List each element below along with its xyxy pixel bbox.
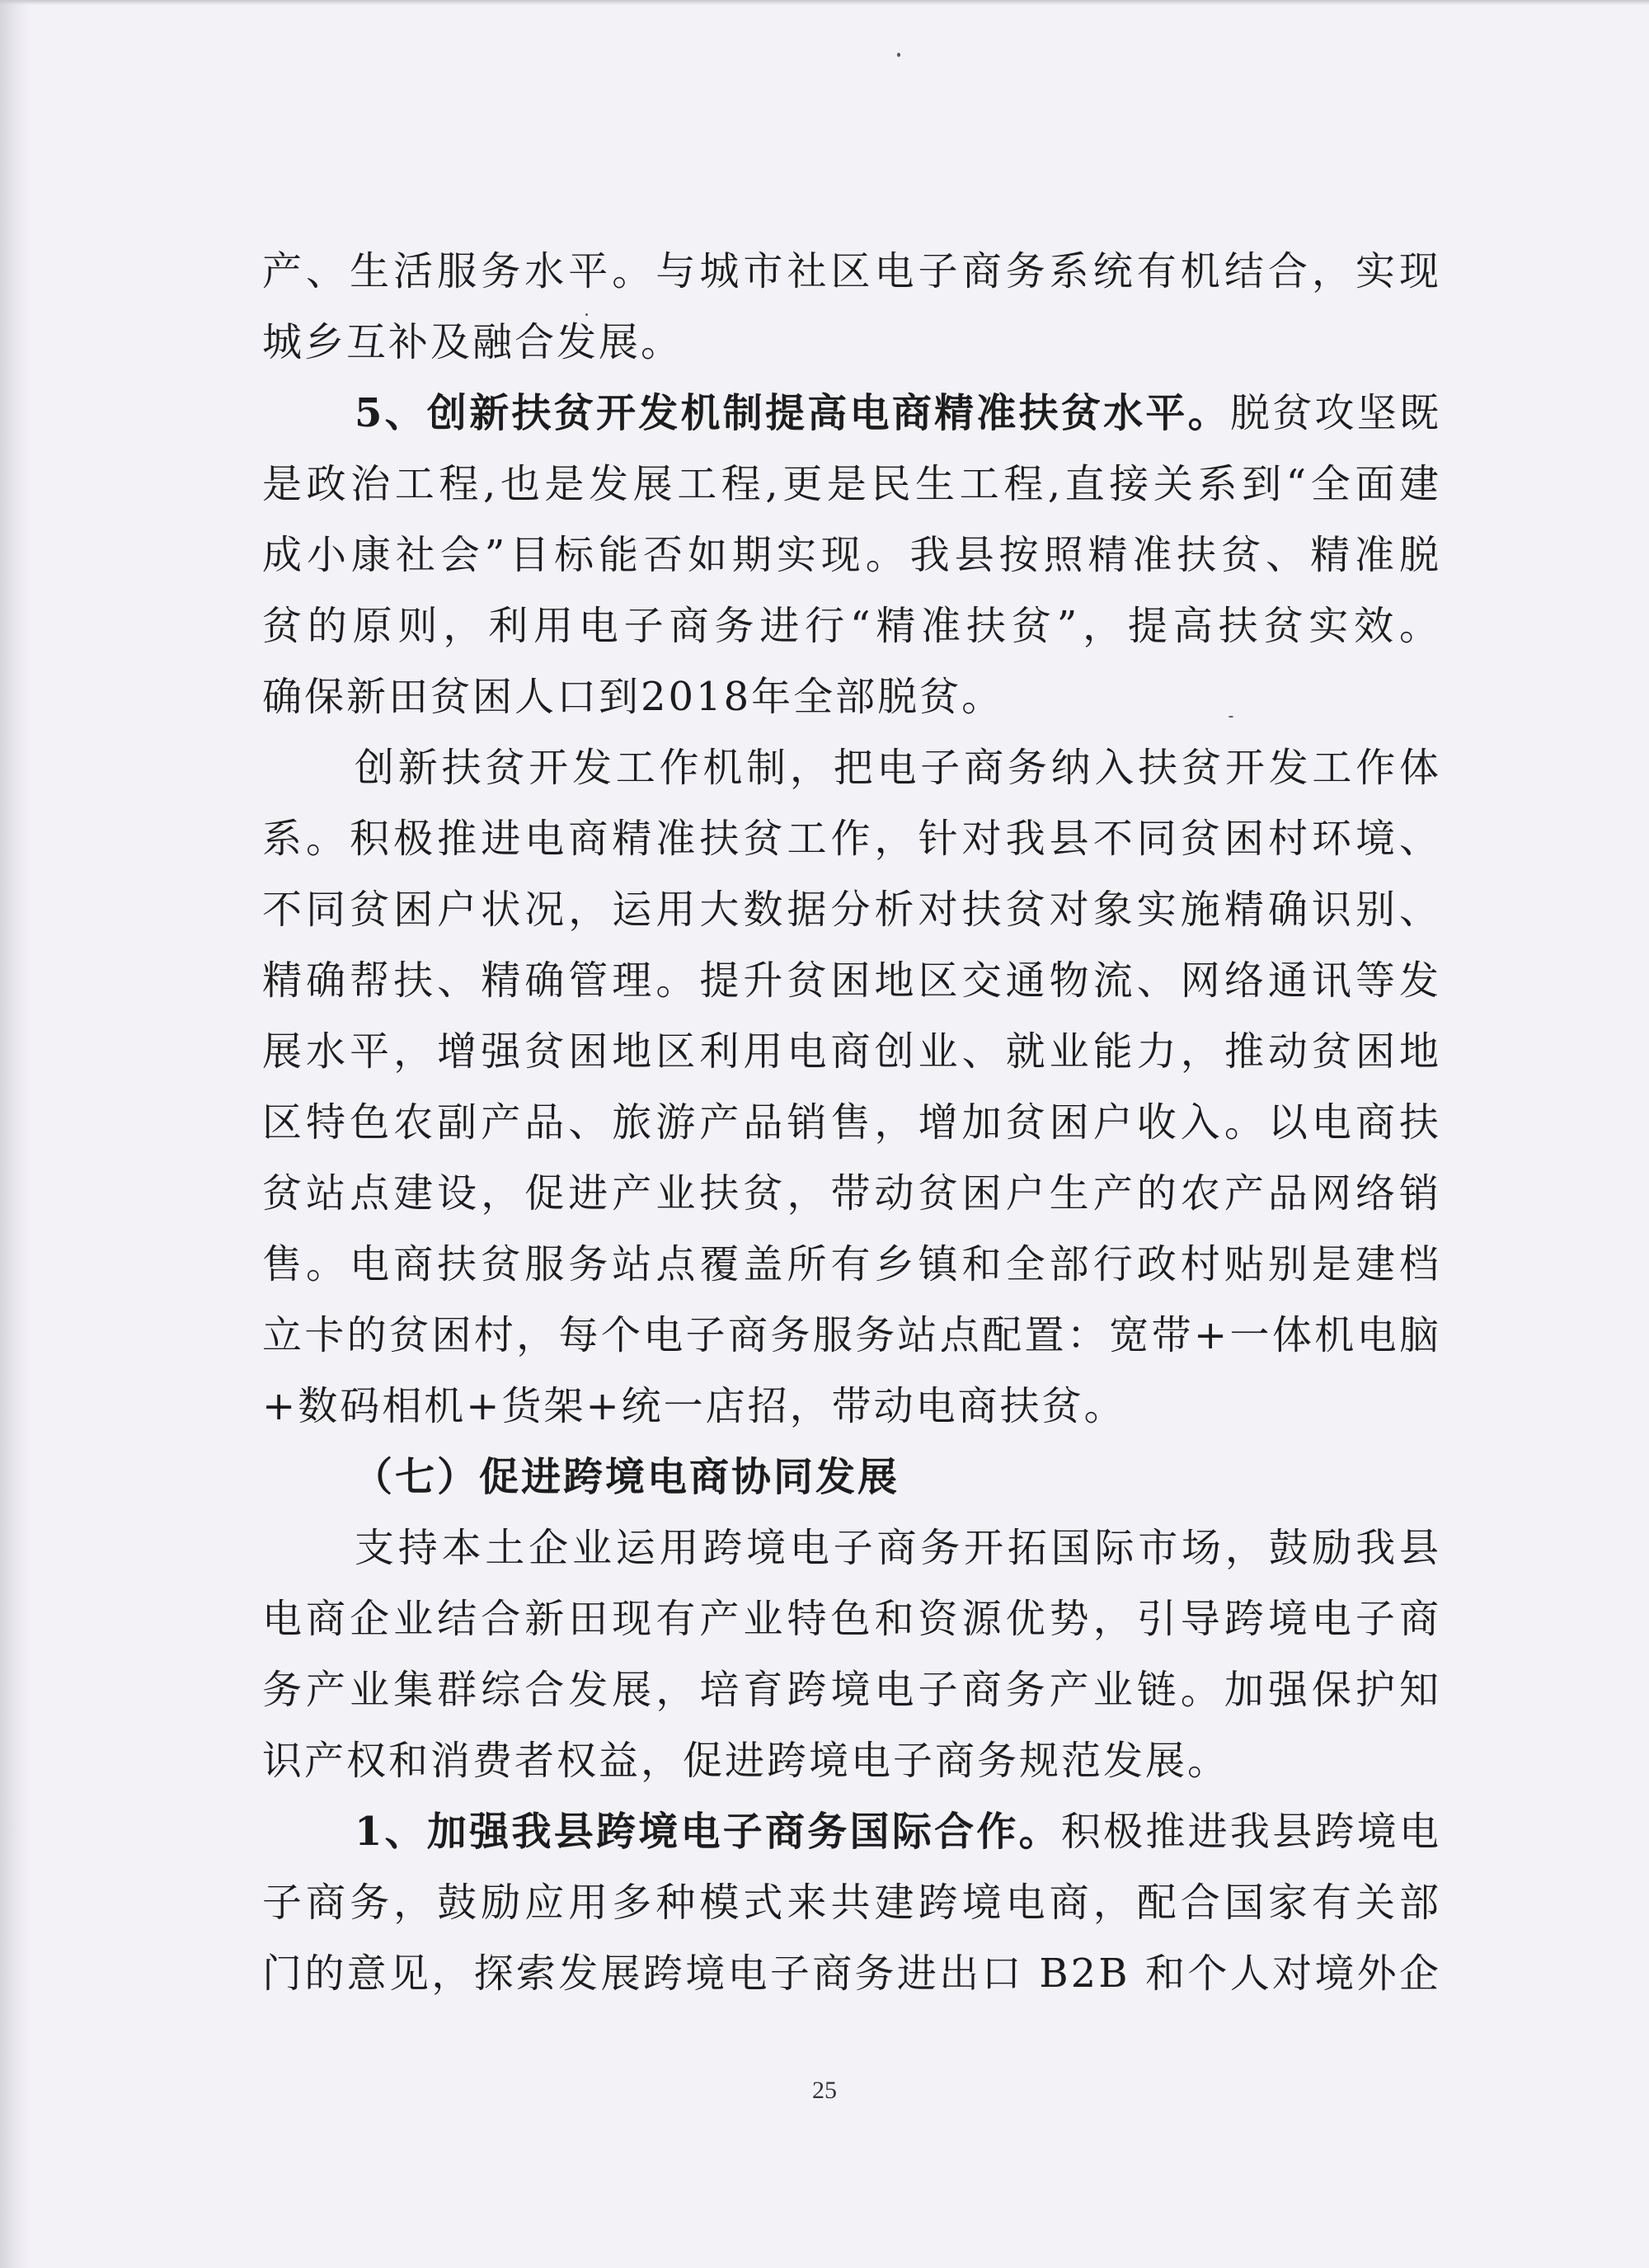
- section-heading: （七）促进跨境电商协同发展: [353, 1454, 900, 1500]
- text-line: +数码相机+货架+统一店招，带动电商扶贫。: [262, 1383, 1126, 1429]
- scan-speck: [897, 53, 900, 57]
- text-line: 立卡的贫困村，每个电子商务服务站点配置：宽带+一体机电脑: [262, 1312, 1441, 1358]
- text-line: 支持本土企业运用跨境电子商务开拓国际市场，鼓励我县: [355, 1525, 1441, 1571]
- page-number: 25: [812, 2077, 837, 2104]
- page-top-edge: [0, 0, 1649, 5]
- text-line: 售。电商扶贫服务站点覆盖所有乡镇和全部行政村贴别是建档: [262, 1241, 1441, 1287]
- text-line: 是政治工程,也是发展工程,更是民生工程,直接关系到“全面建: [262, 461, 1441, 507]
- text-line: 城乡互补及融合发展。: [262, 319, 684, 365]
- text-line: 贫的原则，利用电子商务进行“精准扶贫”，提高扶贫实效。: [262, 603, 1441, 649]
- text-line: 贫站点建设，促进产业扶贫，带动贫困户生产的农产品网络销: [262, 1170, 1441, 1216]
- lead-text: 脱贫攻坚既: [1229, 390, 1441, 436]
- text-line: 识产权和消费者权益，促进跨境电子商务规范发展。: [262, 1738, 1230, 1784]
- text-line: 区特色农副产品、旅游产品销售，增加贫困户收入。以电商扶: [262, 1099, 1441, 1146]
- text-line: 成小康社会”目标能否如期实现。我县按照精准扶贫、精准脱: [262, 532, 1441, 578]
- text-line: 产、生活服务水平。与城市社区电子商务系统有机结合，实现: [262, 248, 1441, 294]
- text-line: 子商务，鼓励应用多种模式来共建跨境电商，配合国家有关部: [262, 1880, 1441, 1926]
- text-line: 务产业集群综合发展，培育跨境电子商务产业链。加强保护知: [262, 1667, 1441, 1713]
- text-line: 系。积极推进电商精准扶贫工作，针对我县不同贫困村环境、: [262, 816, 1441, 862]
- lead-text: 积极推进我县跨境电: [1060, 1809, 1441, 1855]
- bold-subheading: 5、创新扶贫开发机制提高电商精准扶贫水平。: [355, 390, 1230, 436]
- text-line: 确保新田贫困人口到2018年全部脱贫。: [262, 674, 1004, 720]
- text-line: 门的意见，探索发展跨境电子商务进出口 B2B 和个人对境外企: [262, 1950, 1441, 1997]
- page-shadow: [0, 0, 31, 2268]
- text-line: 电商企业结合新田现有产业特色和资源优势，引导跨境电子商: [262, 1596, 1441, 1642]
- text-line: 精确帮扶、精确管理。提升贫困地区交通物流、网络通讯等发: [262, 958, 1441, 1004]
- text-line: 不同贫困户状况，运用大数据分析对扶贫对象实施精确识别、: [262, 887, 1441, 933]
- paragraph-lead-line: [262, 378, 1441, 449]
- bold-subheading: 1、加强我县跨境电子商务国际合作。: [355, 1809, 1061, 1855]
- paragraph-lead-line: [262, 1796, 1441, 1867]
- text-line: 展水平，增强贫困地区利用电商创业、就业能力，推动贫困地: [262, 1028, 1441, 1075]
- document-body: [262, 236, 1441, 2009]
- text-line: 创新扶贫开发工作机制，把电子商务纳入扶贫开发工作体: [355, 745, 1441, 791]
